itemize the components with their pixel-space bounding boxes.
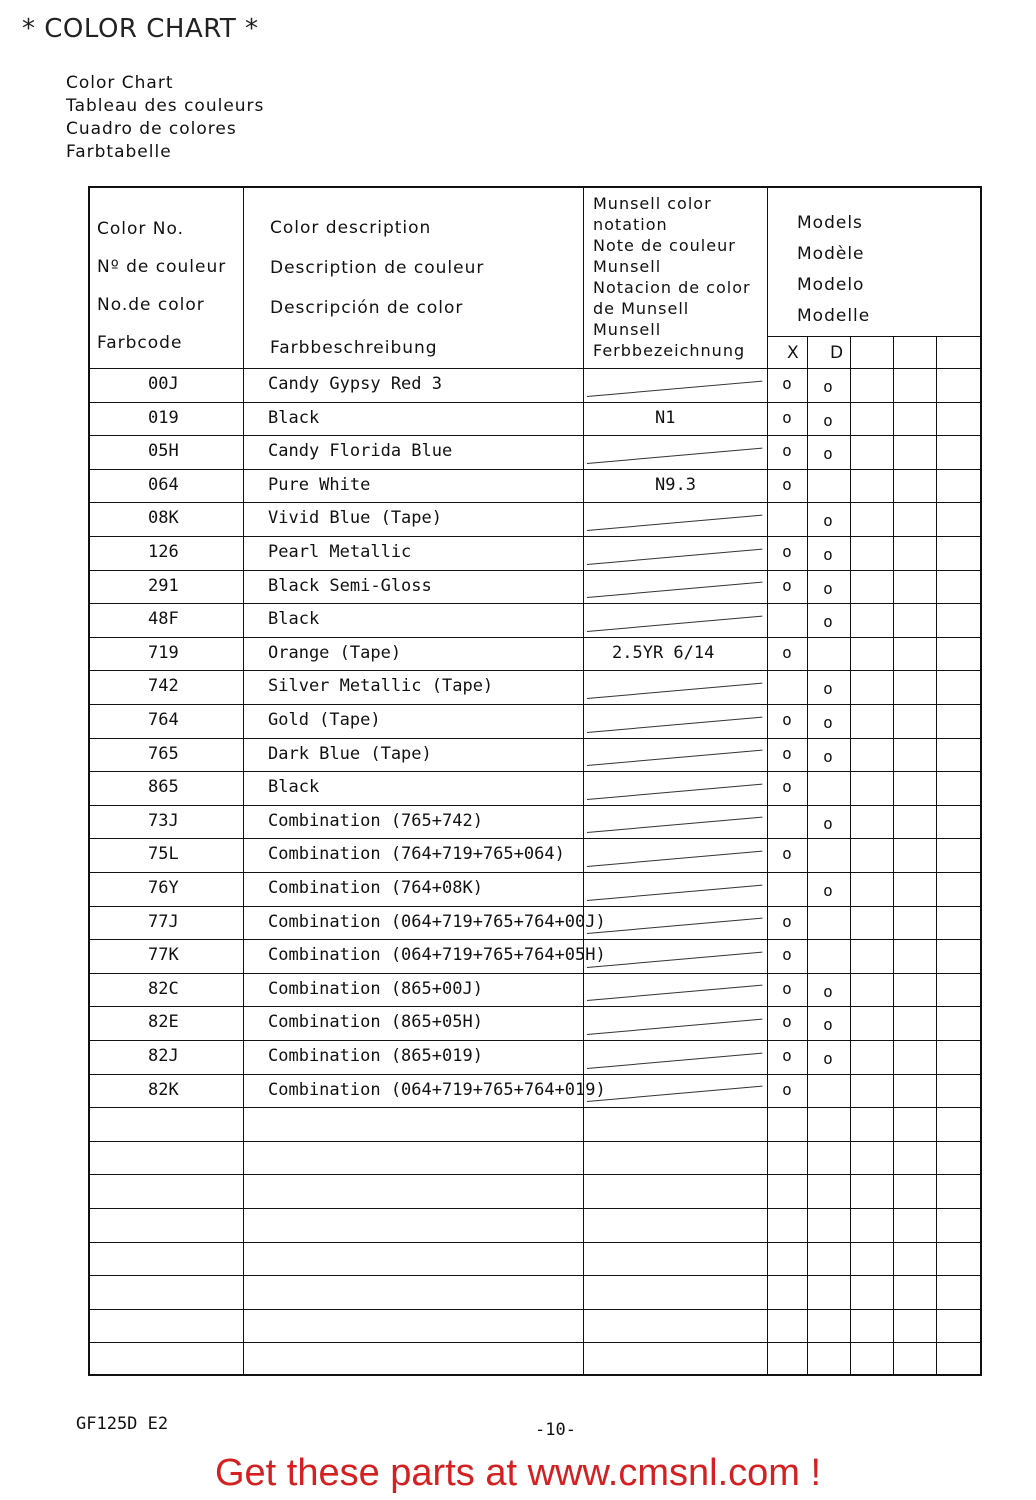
color-code: 82K [148, 1079, 179, 1100]
row-divider [90, 704, 980, 705]
chart-subtitles [66, 72, 264, 164]
subtitle-es: Cuadro de colores [66, 119, 237, 139]
munsell-blank-slash [587, 985, 762, 1001]
color-code: 765 [148, 743, 179, 764]
model-d-mark: o [823, 713, 833, 732]
color-description: Candy Florida Blue [268, 441, 453, 462]
munsell-blank-slash [587, 515, 762, 531]
color-description: Combination (064+719+765+764+019) [268, 1079, 606, 1100]
munsell-notation: N9.3 [655, 474, 696, 495]
model-column-divider [850, 336, 851, 1374]
munsell-blank-slash [587, 783, 762, 799]
header-munsell: Munsell color notation Note de couleur Munsell Notacion de color de Munsell Munsell Ferbbezeichnung [593, 194, 751, 360]
model-x-mark: o [782, 710, 792, 729]
row-divider [90, 402, 980, 403]
model-x-mark: o [782, 777, 792, 797]
color-description: Gold (Tape) [268, 710, 381, 730]
subtitle-fr: Tableau des couleurs [66, 96, 265, 116]
column-divider [583, 188, 584, 1374]
row-divider [90, 771, 980, 772]
model-d-mark: o [823, 578, 833, 598]
color-description: Black Semi-Gloss [268, 575, 432, 596]
color-description: Pure White [268, 474, 371, 495]
color-description: Combination (064+719+765+764+00J) [268, 911, 606, 932]
page-title: * COLOR CHART * [22, 14, 259, 44]
row-divider [90, 973, 980, 974]
model-d-mark: o [823, 511, 833, 531]
model-x-mark: o [782, 542, 792, 561]
row-divider [90, 637, 980, 638]
row-divider [90, 838, 980, 839]
model-column-divider [807, 336, 808, 1374]
model-d-mark: o [823, 545, 833, 564]
model-x-mark: o [782, 945, 792, 965]
row-divider [90, 1242, 980, 1243]
color-description: Vivid Blue (Tape) [268, 508, 442, 529]
color-code: 76Y [148, 878, 179, 898]
model-d-mark: o [823, 612, 833, 632]
model-d-mark: o [823, 813, 833, 833]
promo-banner[interactable]: Get these parts at www.cmsnl.com ! [214, 1452, 822, 1494]
model-x-mark: o [782, 743, 792, 763]
models-header-divider [767, 336, 980, 337]
munsell-blank-slash [587, 884, 762, 900]
header-model-x: X [787, 343, 800, 363]
row-divider [90, 1141, 980, 1142]
model-x-mark: o [782, 1012, 792, 1032]
row-divider [90, 1107, 980, 1108]
color-description: Candy Gypsy Red 3 [268, 374, 442, 394]
munsell-blank-slash [587, 716, 762, 732]
page-number: -10- [535, 1420, 576, 1440]
header-color-no: Color No. Nº de couleur No.de color Farbcode [97, 219, 227, 353]
row-divider [90, 939, 980, 940]
row-divider [90, 469, 980, 470]
model-d-mark: o [823, 410, 833, 430]
color-code: 82J [148, 1046, 179, 1066]
model-d-mark: o [823, 444, 833, 464]
color-description: Black [268, 407, 320, 428]
color-code: 764 [148, 710, 179, 730]
color-description: Black [268, 777, 320, 798]
munsell-blank-slash [587, 1019, 762, 1035]
munsell-notation: 2.5YR 6/14 [612, 642, 715, 663]
model-d-mark: o [823, 377, 833, 396]
row-divider [90, 738, 980, 739]
color-description: Combination (765+742) [268, 810, 483, 831]
model-x-mark: o [782, 911, 792, 931]
model-x-mark: o [782, 575, 792, 595]
color-code: 48F [148, 609, 179, 630]
model-column-divider [893, 336, 894, 1374]
color-description: Combination (764+08K) [268, 878, 483, 898]
color-code: 742 [148, 676, 179, 697]
color-description: Combination (865+019) [268, 1046, 483, 1066]
row-divider [90, 603, 980, 604]
model-x-mark: o [782, 441, 792, 461]
row-divider [90, 872, 980, 873]
color-code: 05H [148, 441, 179, 462]
color-code: 126 [148, 542, 179, 562]
model-x-mark: o [782, 642, 792, 662]
color-description: Combination (865+00J) [268, 978, 483, 999]
color-code: 08K [148, 508, 179, 529]
model-d-mark: o [823, 1049, 833, 1068]
row-divider [90, 1275, 980, 1276]
row-divider [90, 1006, 980, 1007]
color-code: 73J [148, 810, 179, 831]
model-x-mark: o [782, 474, 792, 494]
munsell-blank-slash [587, 851, 762, 867]
munsell-blank-slash [587, 750, 762, 766]
color-code: 865 [148, 777, 179, 798]
model-x-mark: o [782, 374, 792, 393]
color-description: Pearl Metallic [268, 542, 412, 562]
row-divider [90, 1342, 980, 1343]
column-divider [767, 188, 768, 1374]
color-code: 77J [148, 911, 179, 932]
munsell-blank-slash [587, 582, 762, 598]
subtitle-de: Farbtabelle [66, 142, 172, 162]
munsell-blank-slash [587, 615, 762, 631]
color-description: Silver Metallic (Tape) [268, 676, 494, 697]
munsell-blank-slash [587, 918, 762, 934]
model-x-mark: o [782, 407, 792, 427]
munsell-blank-slash [587, 951, 762, 967]
subtitle-en: Color Chart [66, 73, 174, 93]
row-divider [90, 1040, 980, 1041]
model-column-divider [936, 336, 937, 1374]
header-color-description: Color description Description de couleur Descripción de color Farbbeschreibung [270, 218, 485, 358]
model-x-mark: o [782, 1079, 792, 1099]
color-code: 77K [148, 945, 179, 966]
color-code: 75L [148, 844, 179, 865]
color-description: Black [268, 609, 320, 630]
munsell-blank-slash [587, 380, 762, 396]
model-d-mark: o [823, 679, 833, 699]
color-code: 82C [148, 978, 179, 999]
munsell-blank-slash [587, 1086, 762, 1102]
color-description: Combination (764+719+765+064) [268, 844, 565, 865]
color-code: 291 [148, 575, 179, 596]
row-divider [90, 1074, 980, 1075]
row-divider [90, 670, 980, 671]
color-code: 82E [148, 1012, 179, 1033]
model-d-mark: o [823, 746, 833, 766]
model-d-mark: o [823, 1015, 833, 1035]
row-divider [90, 368, 980, 369]
munsell-blank-slash [587, 447, 762, 463]
header-model-d: D [830, 343, 845, 363]
color-description: Dark Blue (Tape) [268, 743, 432, 764]
column-divider [243, 188, 244, 1374]
color-chart-table [88, 186, 982, 1376]
row-divider [90, 435, 980, 436]
row-divider [90, 1309, 980, 1310]
row-divider [90, 1208, 980, 1209]
munsell-notation: N1 [655, 407, 676, 428]
row-divider [90, 502, 980, 503]
munsell-blank-slash [587, 1052, 762, 1068]
row-divider [90, 906, 980, 907]
row-divider [90, 805, 980, 806]
row-divider [90, 570, 980, 571]
model-x-mark: o [782, 1046, 792, 1065]
munsell-blank-slash [587, 683, 762, 699]
row-divider [90, 1174, 980, 1175]
color-code: 019 [148, 407, 179, 428]
color-description: Combination (064+719+765+764+05H) [268, 945, 606, 966]
color-code: 064 [148, 474, 179, 495]
color-code: 00J [148, 374, 179, 394]
color-description: Orange (Tape) [268, 642, 402, 663]
model-d-mark: o [823, 981, 833, 1001]
color-code: 719 [148, 642, 179, 663]
model-x-mark: o [782, 978, 792, 998]
munsell-blank-slash [587, 548, 762, 564]
row-divider [90, 536, 980, 537]
model-d-mark: o [823, 881, 833, 900]
color-description: Combination (865+05H) [268, 1012, 483, 1033]
model-x-mark: o [782, 844, 792, 864]
header-models: Models Modèle Modelo Modelle [797, 213, 871, 326]
footer-model-code: GF125D E2 [76, 1414, 169, 1434]
munsell-blank-slash [587, 817, 762, 833]
